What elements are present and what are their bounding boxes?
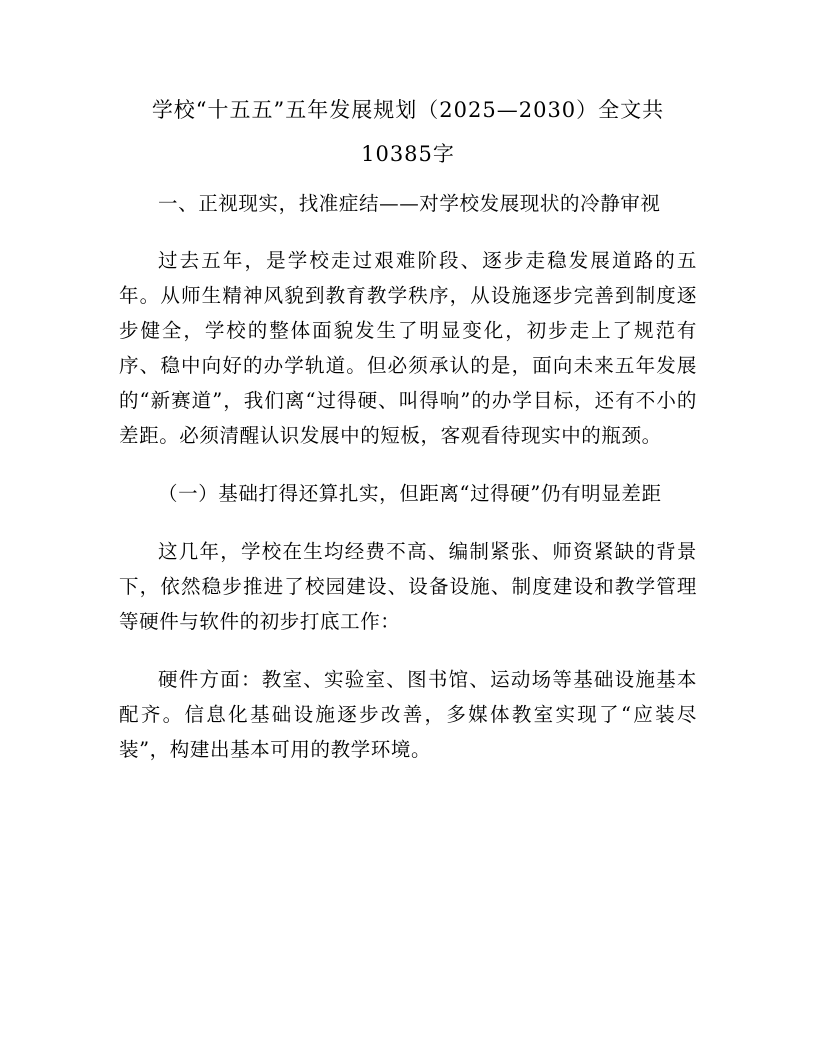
document-body [119, 186, 697, 767]
section-heading-1: 一、正视现实，找准症结——对学校发展现状的冷静审视 [158, 192, 661, 215]
document-title: 学校“十五五”五年发展规划（2025—2030）全文共10385字 [151, 98, 665, 166]
paragraph-2: 这几年，学校在生均经费不高、编制紧张、师资紧缺的背景下，依然稳步推进了校园建设、设备设施、制度建设和教学管理等硬件与软件的初步打底工作： [119, 540, 697, 633]
paragraph-1: 过去五年，是学校走过艰难阶段、逐步走稳发展道路的五年。从师生精神风貌到教育教学秩序，从设施逐步完善到制度逐步健全，学校的整体面貌发生了明显变化，初步走上了规范有序、稳中向好的办学轨道。但必须承认的是，面向未来五年发展的“新赛道”，我们离“过得硬、叫得响”的办学目标，还有不小的差距。必须清醒认识发展中的短板，客观看待现实中的瓶颈。 [119, 249, 697, 447]
subsection-heading-1: （一）基础打得还算扎实，但距离“过得硬”仍有明显差距 [158, 482, 662, 505]
paragraph-3: 硬件方面：教室、实验室、图书馆、运动场等基础设施基本配齐。信息化基础设施逐步改善，多媒体教室实现了“应装尽装”，构建出基本可用的教学环境。 [119, 668, 697, 761]
